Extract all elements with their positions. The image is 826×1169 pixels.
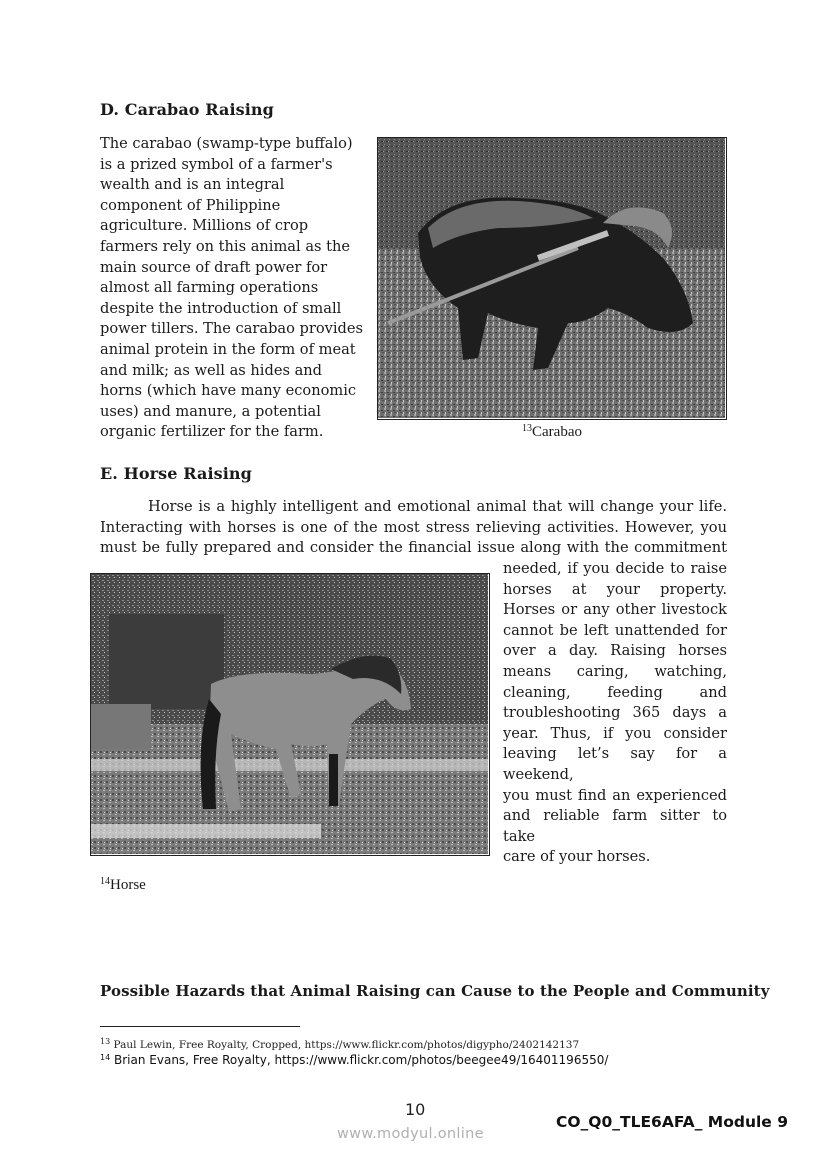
text-line: means caring, watching, xyxy=(503,662,727,680)
footnote-number: 14 xyxy=(100,1053,111,1062)
caption-text: Carabao xyxy=(532,424,582,440)
text-line: Horse is a highly intelligent and emotional animal that will change your life. xyxy=(148,498,727,515)
text-line: almost all farming operations xyxy=(100,279,319,297)
text-line: power tillers. The carabao provides xyxy=(100,320,364,338)
caption-footnote-ref: 13 xyxy=(522,423,532,434)
horse-photo-icon xyxy=(91,574,488,854)
text-line: needed, if you decide to raise xyxy=(503,560,727,577)
text-line: Horses or any other livestock xyxy=(503,601,727,619)
text-line: must be fully prepared and consider the financial issue along with the commitment xyxy=(100,539,727,557)
text-line: farmers rely on this animal as the xyxy=(100,237,351,255)
text-line: you must find an experienced xyxy=(503,786,727,804)
text-line: main source of draft power for xyxy=(100,258,328,276)
text-line: leaving let’s say for a weekend, xyxy=(503,745,727,783)
text-line: cannot be left unattended for xyxy=(503,621,727,639)
section-d-paragraph xyxy=(100,134,362,443)
section-e-paragraph-side xyxy=(503,559,727,868)
text-line: troubleshooting 365 days a xyxy=(503,704,727,722)
text-line: organic fertilizer for the farm. xyxy=(100,423,324,441)
text-line: uses) and manure, a potential xyxy=(100,402,321,420)
footnote-13 xyxy=(100,1037,579,1051)
watermark-link[interactable]: www.modyul.online xyxy=(337,1126,484,1142)
text-line: and reliable farm sitter to take xyxy=(503,807,727,845)
text-line: component of Philippine xyxy=(100,196,281,214)
horse-photo xyxy=(90,573,490,856)
footnote-text: Paul Lewin, Free Royalty, Cropped, https://www.flickr.com/photos/digypho/2402142137 xyxy=(113,1039,580,1051)
caption-footnote-ref: 14 xyxy=(100,876,110,887)
text-line: agriculture. Millions of crop xyxy=(100,217,309,235)
text-line: and milk; as well as hides and xyxy=(100,361,323,379)
section-d-heading: D. Carabao Raising xyxy=(100,100,274,119)
text-line: is a prized symbol of a farmer's xyxy=(100,155,333,173)
module-code: CO_Q0_TLE6AFA_ Module 9 xyxy=(556,1113,788,1131)
section-e-heading: E. Horse Raising xyxy=(100,464,252,483)
text-line: animal protein in the form of meat xyxy=(100,340,356,358)
footnote-number: 13 xyxy=(100,1037,111,1046)
text-line: cleaning, feeding and xyxy=(503,683,727,701)
text-line: Interacting with horses is one of the most stress relieving activities. However, you xyxy=(100,518,727,536)
text-line: despite the introduction of small xyxy=(100,299,342,317)
text-line: wealth and is an integral xyxy=(100,176,285,194)
text-line: care of your horses. xyxy=(503,848,651,866)
footnote-divider xyxy=(100,1026,300,1027)
text-line: year. Thus, if you consider xyxy=(503,724,727,742)
hazards-heading: Possible Hazards that Animal Raising can Cause to the People and Community xyxy=(100,982,770,1000)
text-line: over a day. Raising horses xyxy=(503,642,727,660)
text-line: The carabao (swamp-type buffalo) xyxy=(100,135,353,152)
carabao-photo-icon xyxy=(378,138,725,418)
section-e-paragraph-top xyxy=(100,497,727,559)
footnote-text: Brian Evans, Free Royalty, https://www.flickr.com/photos/beegee49/16401196550/ xyxy=(114,1053,609,1067)
page-number: 10 xyxy=(405,1100,426,1119)
carabao-photo xyxy=(377,137,727,420)
caption-text: Horse xyxy=(110,877,146,893)
footnote-14 xyxy=(100,1053,608,1067)
horse-caption xyxy=(100,876,146,894)
text-line: horns (which have many economic xyxy=(100,382,357,400)
carabao-caption xyxy=(522,423,582,441)
text-line: horses at your property. xyxy=(503,580,727,598)
